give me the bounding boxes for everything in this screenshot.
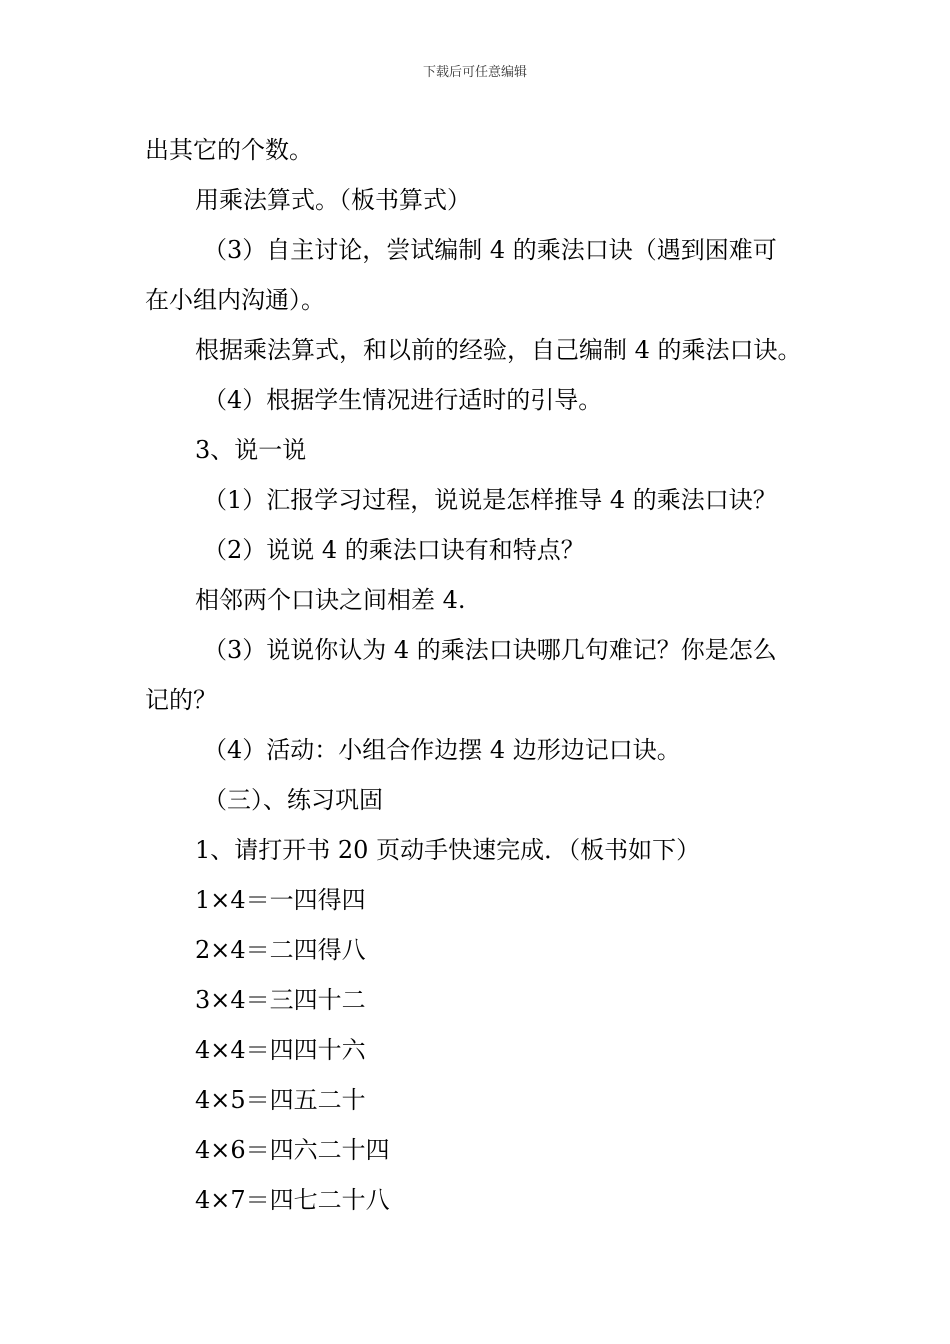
multiplication-rhyme-line: 3×4＝三四十二 [195, 986, 366, 1014]
page-header: 下载后可任意编辑 [422, 65, 527, 80]
text-line: 相邻两个口诀之间相差 4. [195, 586, 466, 614]
section-heading: 3、说一说 [195, 436, 307, 464]
text-line: （2）说说 4 的乘法口诀有和特点？ [203, 536, 585, 564]
text-line: 1、请打开书 20 页动手快速完成．（板书如下） [195, 836, 701, 864]
multiplication-rhyme-line: 4×5＝四五二十 [195, 1086, 366, 1114]
document-body [145, 125, 835, 1225]
multiplication-rhyme-line: 2×4＝二四得八 [195, 936, 366, 964]
section-heading: （三）、练习巩固 [203, 786, 383, 814]
text-line: （4）活动：小组合作边摆 4 边形边记口诀。 [203, 736, 681, 764]
text-line: 记的？ [145, 686, 217, 714]
text-line: 出其它的个数。 [145, 136, 313, 164]
text-line: （4）根据学生情况进行适时的引导。 [203, 386, 603, 414]
text-line: （1）汇报学习过程，说说是怎样推导 4 的乘法口诀？ [203, 486, 777, 514]
multiplication-rhyme-line: 4×4＝四四十六 [195, 1036, 366, 1064]
text-line: （3）说说你认为 4 的乘法口诀哪几句难记？你是怎么 [203, 636, 777, 664]
multiplication-rhyme-line: 4×6＝四六二十四 [195, 1136, 390, 1164]
multiplication-rhyme-line: 4×7＝四七二十八 [195, 1186, 390, 1214]
text-line: （3）自主讨论，尝试编制 4 的乘法口诀（遇到困难可 [203, 236, 777, 264]
multiplication-rhyme-line: 1×4＝一四得四 [195, 886, 366, 914]
text-line: 在小组内沟通）。 [145, 286, 325, 314]
text-line: 用乘法算式。（板书算式） [195, 186, 471, 214]
text-line: 根据乘法算式，和以前的经验，自己编制 4 的乘法口诀。 [195, 336, 802, 364]
